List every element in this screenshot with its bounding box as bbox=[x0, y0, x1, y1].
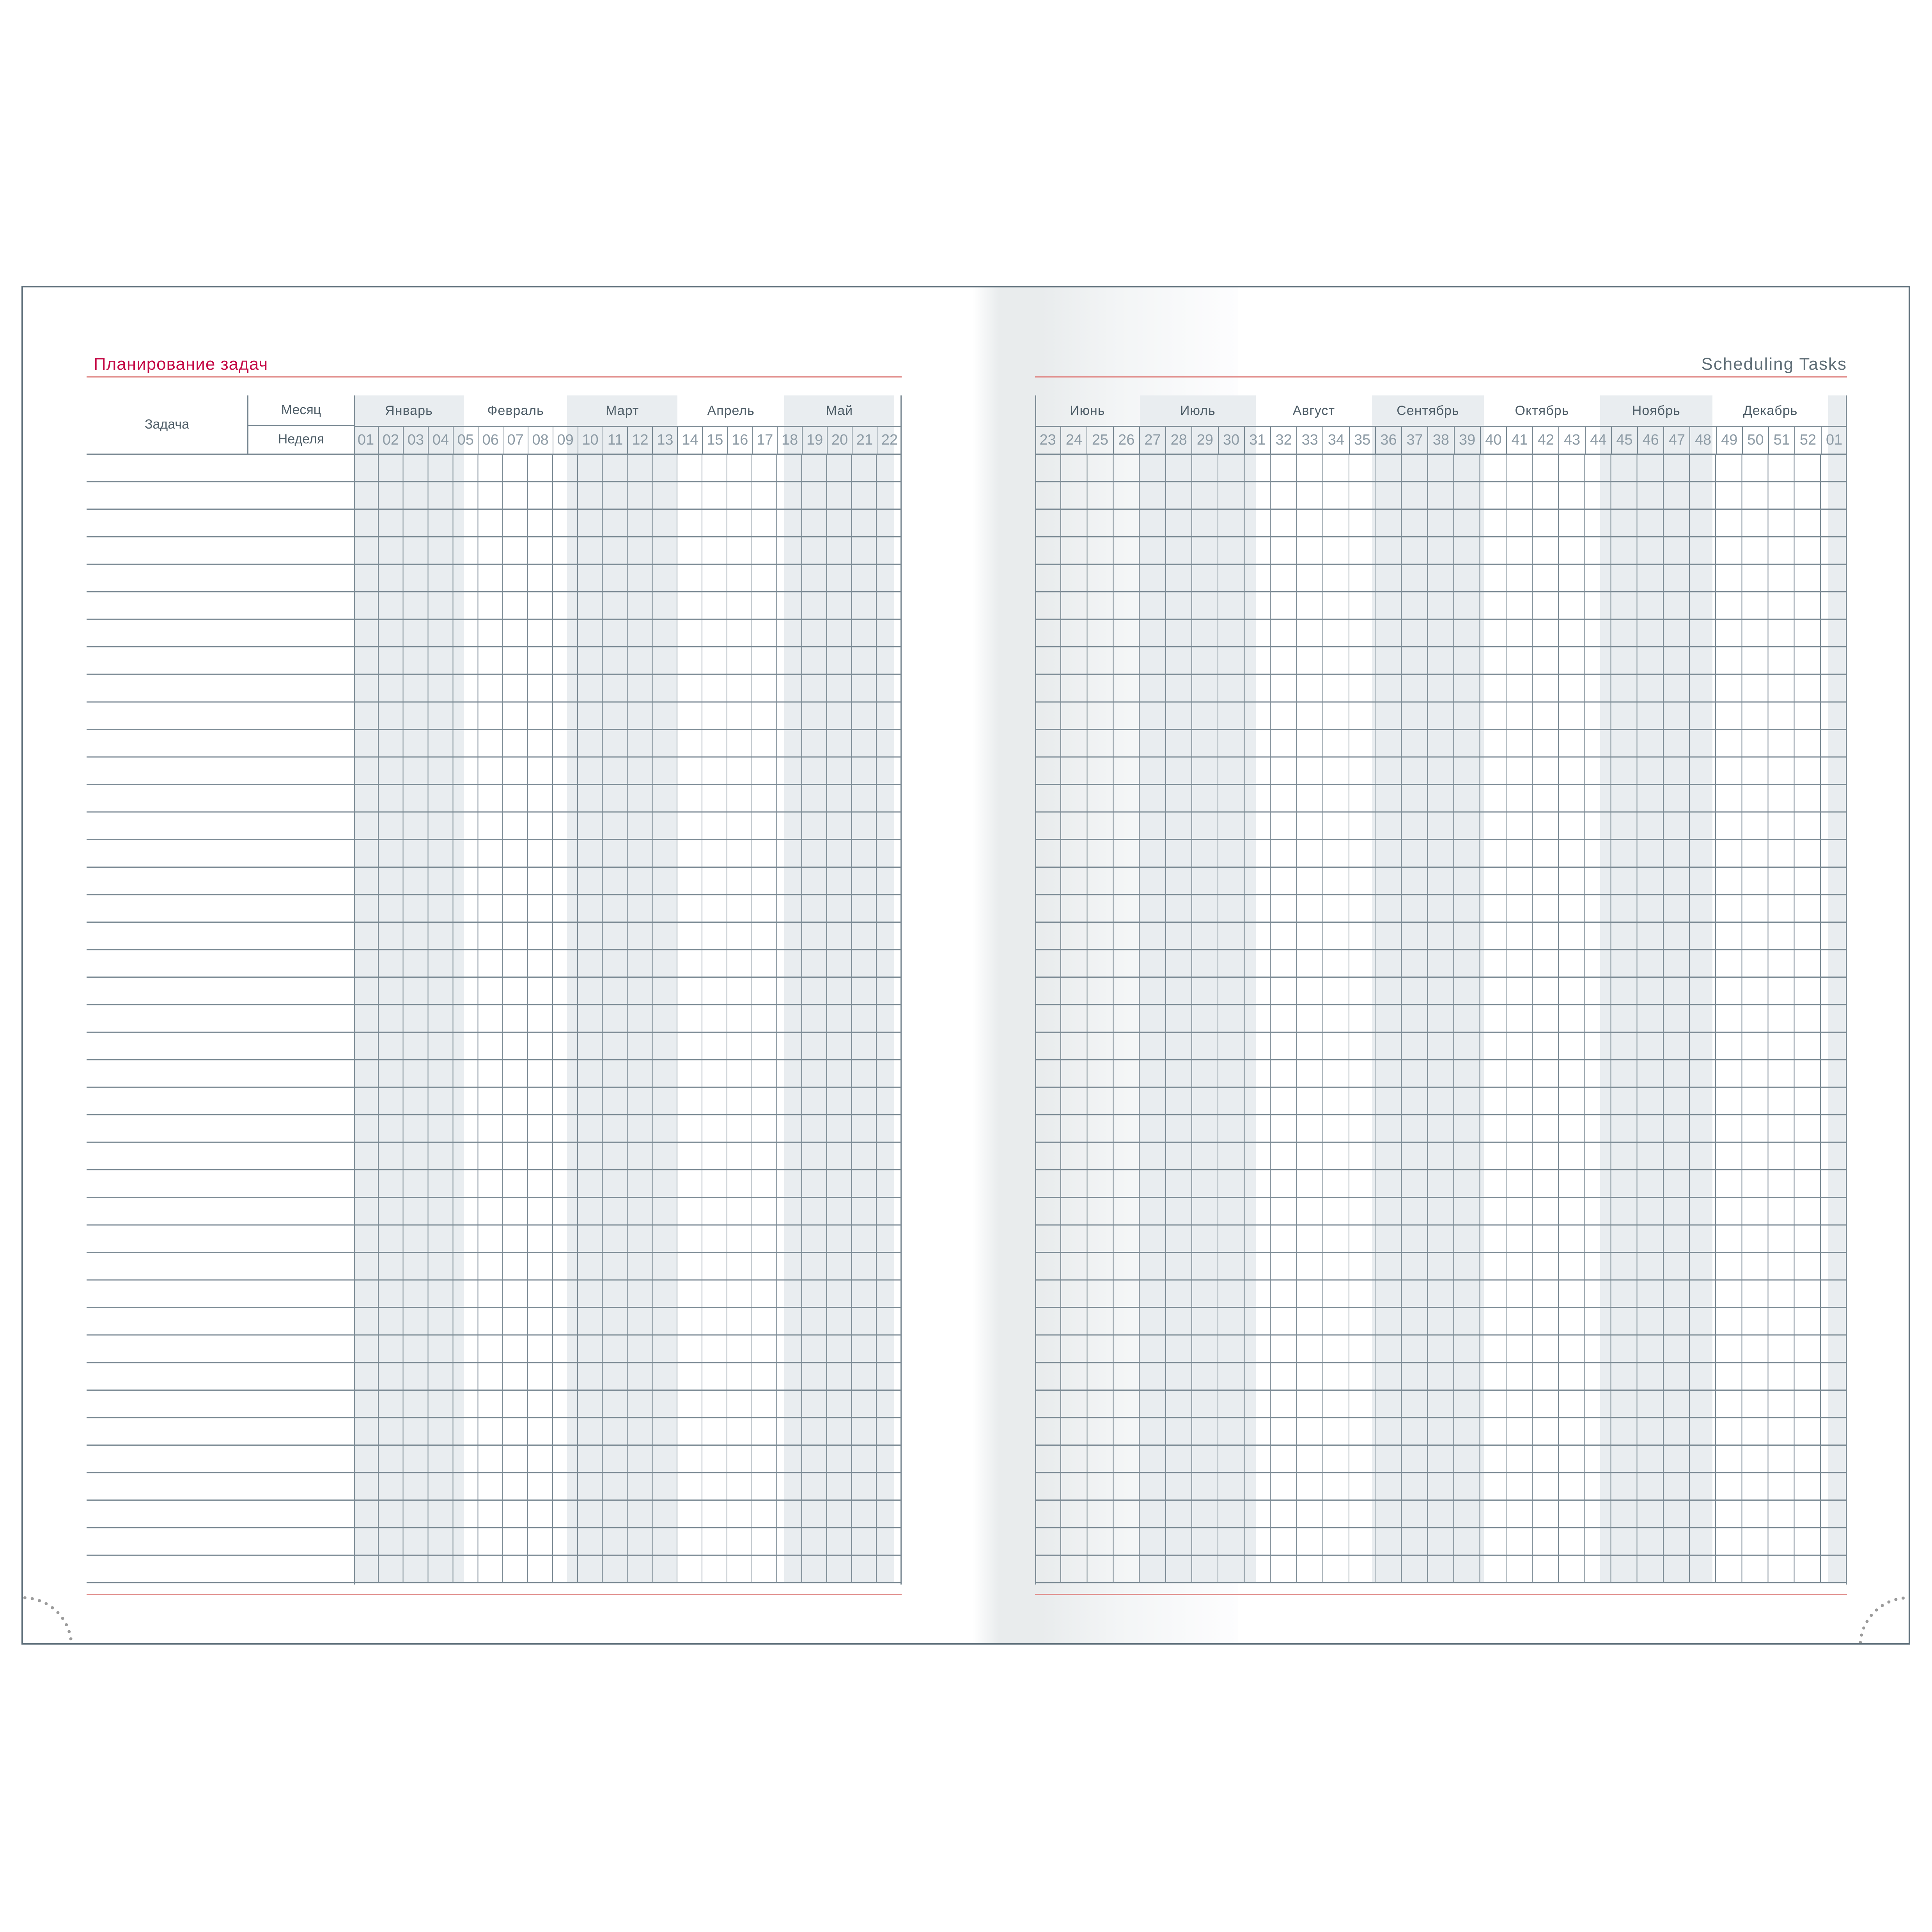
week-number-cell: 22 bbox=[877, 427, 902, 454]
week-number-cell: 49 bbox=[1716, 427, 1742, 454]
month-label: Февраль bbox=[487, 403, 544, 418]
week-number-cell: 26 bbox=[1113, 427, 1139, 454]
week-number-cell: 50 bbox=[1742, 427, 1768, 454]
left-week-number-row bbox=[354, 426, 902, 455]
week-number-cell: 25 bbox=[1087, 427, 1113, 454]
week-number-cell: 33 bbox=[1296, 427, 1322, 454]
task-column-header: Задача bbox=[87, 395, 247, 455]
week-number-cell: 38 bbox=[1427, 427, 1453, 454]
week-number-cell: 24 bbox=[1060, 427, 1087, 454]
week-number-cell: 39 bbox=[1454, 427, 1480, 454]
week-number-cell: 01 bbox=[1821, 427, 1847, 454]
month-label: Апрель bbox=[707, 403, 755, 418]
left-page-title: Планирование задач bbox=[94, 354, 268, 374]
left-bottom-rule bbox=[87, 1594, 902, 1595]
week-number-cell: 13 bbox=[652, 427, 677, 454]
week-number-cell: 09 bbox=[553, 427, 578, 454]
week-number-cell: 35 bbox=[1349, 427, 1375, 454]
left-top-rule bbox=[87, 376, 902, 378]
right-grid bbox=[1035, 455, 1847, 1583]
planner-spread bbox=[21, 286, 1910, 1645]
month-label: Ноябрь bbox=[1632, 403, 1680, 418]
left-grid-right-border bbox=[900, 395, 902, 1585]
week-number-cell: 48 bbox=[1689, 427, 1716, 454]
week-number-cell: 47 bbox=[1663, 427, 1689, 454]
left-grid-columns bbox=[354, 455, 902, 1583]
right-grid-left-border bbox=[1035, 395, 1036, 1585]
week-number-cell: 46 bbox=[1637, 427, 1663, 454]
month-week-label-column bbox=[247, 395, 354, 455]
week-number-cell: 31 bbox=[1244, 427, 1270, 454]
month-label: Август bbox=[1292, 403, 1335, 418]
week-number-cell: 36 bbox=[1375, 427, 1401, 454]
month-label: Июнь bbox=[1070, 403, 1105, 418]
week-number-cell: 01 bbox=[357, 432, 374, 448]
month-label: Июль bbox=[1180, 403, 1216, 418]
week-number-cell: 42 bbox=[1532, 427, 1558, 454]
month-label: Май bbox=[826, 403, 853, 418]
week-number-cell: 34 bbox=[1322, 427, 1349, 454]
week-number-cell: 05 bbox=[453, 427, 478, 454]
right-top-rule bbox=[1035, 376, 1847, 378]
week-number-cell: 15 bbox=[702, 427, 727, 454]
right-grid-right-border bbox=[1846, 395, 1847, 1585]
week-number-cell: 21 bbox=[852, 427, 877, 454]
week-number-cell: 19 bbox=[802, 427, 827, 454]
week-number-cell: 02 bbox=[378, 427, 403, 454]
week-number-cell: 18 bbox=[777, 427, 802, 454]
week-number-cell: 45 bbox=[1611, 427, 1637, 454]
week-number-cell: 27 bbox=[1139, 427, 1165, 454]
week-number-cell: 37 bbox=[1401, 427, 1427, 454]
week-number-cell: 04 bbox=[428, 427, 453, 454]
week-number-cell: 32 bbox=[1270, 427, 1296, 454]
week-number-cell: 10 bbox=[578, 427, 603, 454]
right-week-number-row bbox=[1035, 426, 1847, 455]
week-number-cell: 16 bbox=[727, 427, 752, 454]
week-number-cell: 43 bbox=[1558, 427, 1585, 454]
week-row-label: Неделя bbox=[278, 432, 324, 447]
week-number-cell: 14 bbox=[677, 427, 702, 454]
week-number-cell: 23 bbox=[1039, 432, 1056, 448]
left-grid-left-border bbox=[354, 395, 355, 1585]
corner-cut-arc-right bbox=[1857, 1595, 1909, 1645]
month-label: Октябрь bbox=[1515, 403, 1569, 418]
week-number-cell: 08 bbox=[528, 427, 553, 454]
right-bottom-rule bbox=[1035, 1594, 1847, 1595]
week-number-cell: 11 bbox=[603, 427, 627, 454]
week-number-cell: 29 bbox=[1191, 427, 1218, 454]
week-number-cell: 17 bbox=[752, 427, 777, 454]
month-row-label: Месяц bbox=[248, 395, 354, 426]
corner-cut-arc-left bbox=[23, 1595, 74, 1645]
week-number-cell: 44 bbox=[1585, 427, 1611, 454]
week-number-cell: 12 bbox=[627, 427, 652, 454]
month-label: Март bbox=[606, 403, 639, 418]
week-number-cell: 30 bbox=[1218, 427, 1244, 454]
month-label: Январь bbox=[385, 403, 433, 418]
week-number-cell: 41 bbox=[1506, 427, 1532, 454]
week-number-cell: 40 bbox=[1480, 427, 1506, 454]
month-label: Декабрь bbox=[1743, 403, 1798, 418]
week-number-cell: 28 bbox=[1165, 427, 1191, 454]
week-number-cell: 20 bbox=[827, 427, 852, 454]
week-number-cell: 06 bbox=[478, 427, 503, 454]
week-number-cell: 07 bbox=[503, 427, 528, 454]
month-label: Сентябрь bbox=[1397, 403, 1459, 418]
right-page-title: Scheduling Tasks bbox=[1701, 354, 1847, 374]
week-number-cell: 03 bbox=[403, 427, 428, 454]
week-number-cell: 52 bbox=[1794, 427, 1820, 454]
week-number-cell: 51 bbox=[1768, 427, 1794, 454]
